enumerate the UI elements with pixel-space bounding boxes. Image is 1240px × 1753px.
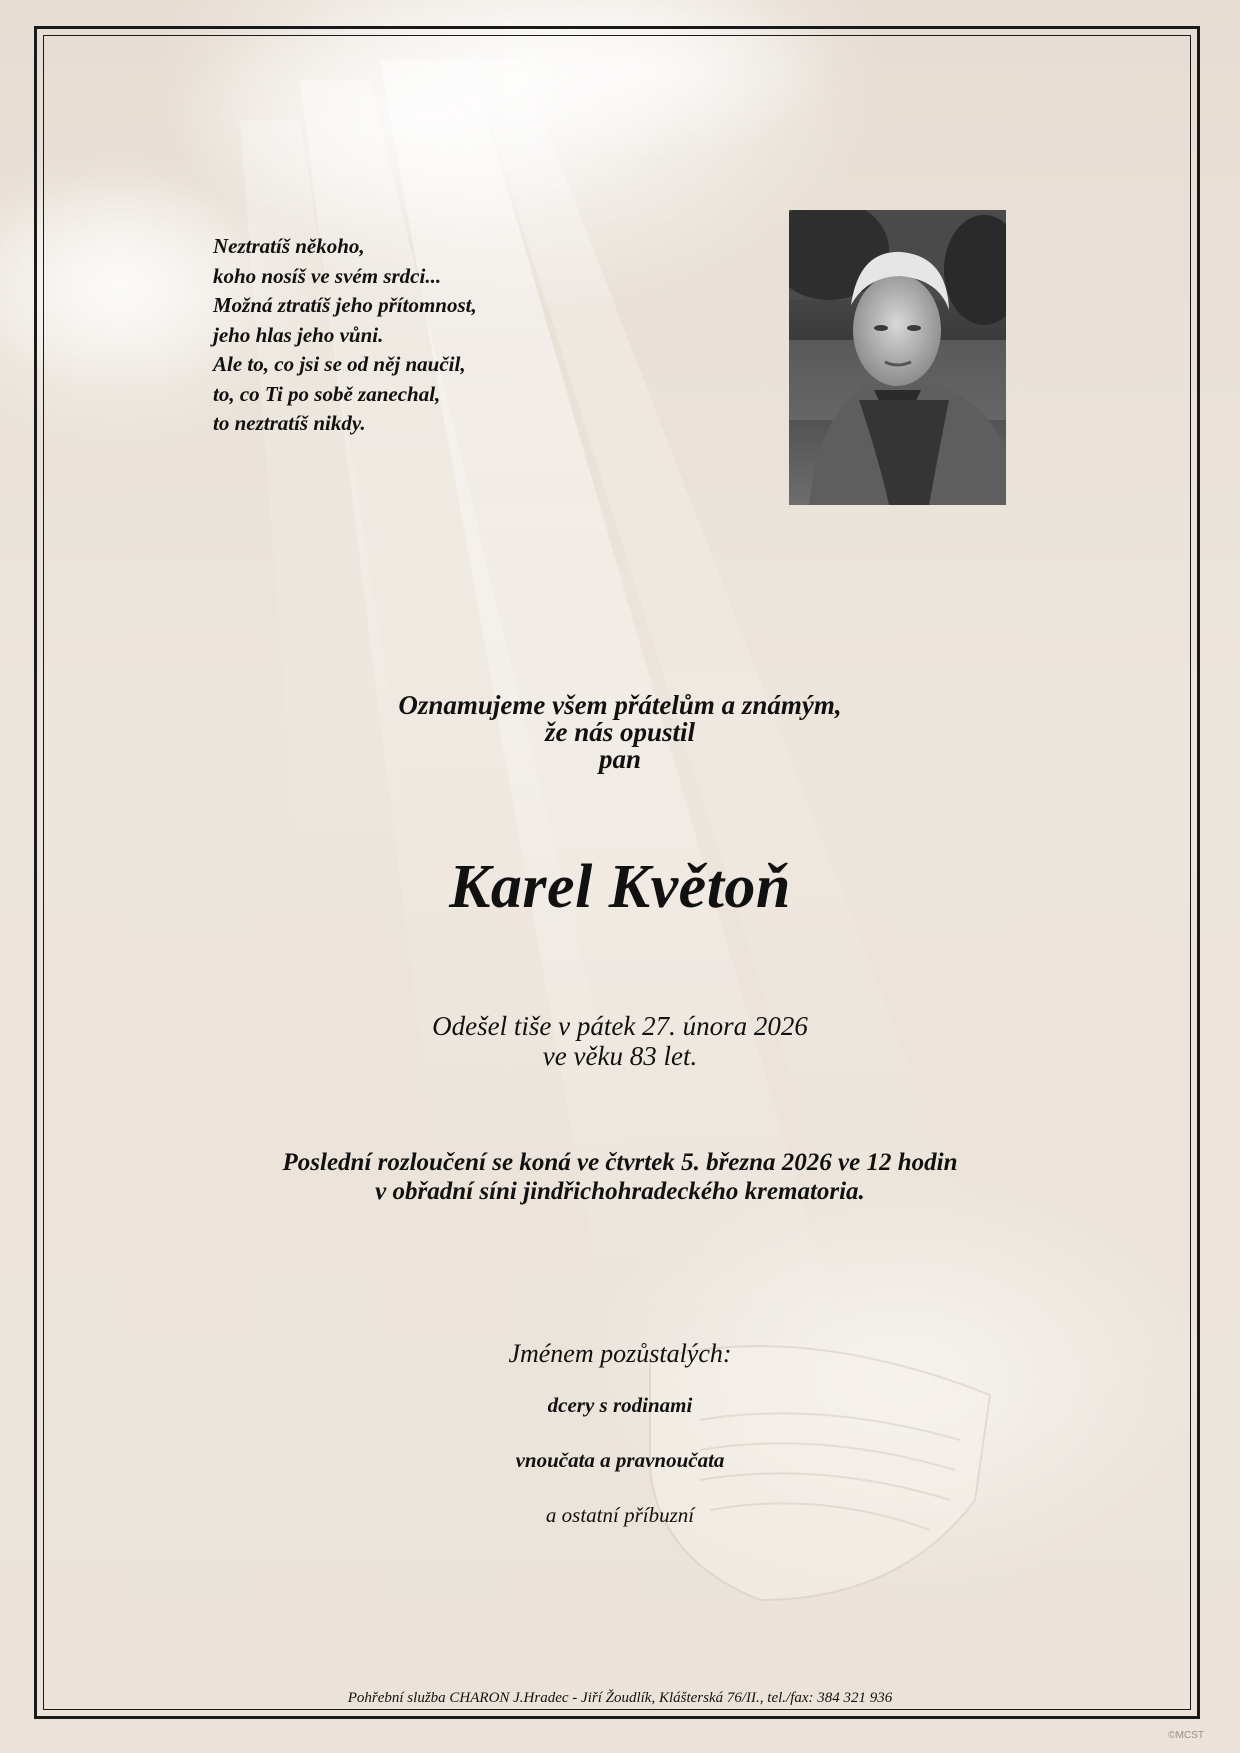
funeral-date-line: Poslední rozloučení se koná ve čtvrtek 5. března 2026 ve 12 hodin bbox=[282, 1149, 958, 1176]
deceased-name: Karel Květoň bbox=[449, 853, 791, 921]
death-details bbox=[0, 1011, 1240, 1071]
death-date-line: Odešel tiše v pátek 27. února 2026 bbox=[432, 1011, 808, 1041]
copyright-mark: ©MCST bbox=[1168, 1730, 1204, 1741]
funeral-place-line: v obřadní síni jindřichohradeckého krematoria. bbox=[375, 1178, 865, 1205]
mourners-title: Jménem pozůstalých: bbox=[508, 1339, 732, 1368]
poem-line: to neztratíš nikdy. bbox=[213, 411, 366, 435]
announcement-line: že nás opustil bbox=[544, 717, 696, 747]
funeral-details bbox=[0, 1148, 1240, 1206]
mourner-item: dcery s rodinami bbox=[547, 1393, 693, 1417]
mourner-item: a ostatní příbuzní bbox=[545, 1503, 695, 1527]
announcement-text bbox=[0, 692, 1240, 773]
poem-line: Neztratíš někoho, bbox=[213, 234, 365, 258]
portrait-photo bbox=[789, 210, 1006, 505]
announcement-line: pan bbox=[598, 744, 642, 774]
announcement-line: Oznamujeme všem přátelům a známým, bbox=[398, 690, 842, 720]
death-age-line: ve věku 83 let. bbox=[542, 1041, 698, 1071]
poem-line: Možná ztratíš jeho přítomnost, bbox=[213, 293, 477, 317]
poem-line: koho nosíš ve svém srdci... bbox=[213, 263, 442, 288]
funeral-service-footer: Pohřební služba CHARON J.Hradec - Jiří Žoudlík, Klášterská 76/II., tel./fax: 384 321 936 bbox=[347, 1690, 893, 1706]
memorial-poem bbox=[213, 232, 633, 439]
poem-line: jeho hlas jeho vůni. bbox=[213, 322, 384, 347]
poem-line: Ale to, co jsi se od něj naučil, bbox=[213, 352, 466, 376]
poem-line: to, co Ti po sobě zanechal, bbox=[213, 381, 441, 406]
mourner-item: vnoučata a pravnoučata bbox=[515, 1448, 725, 1472]
